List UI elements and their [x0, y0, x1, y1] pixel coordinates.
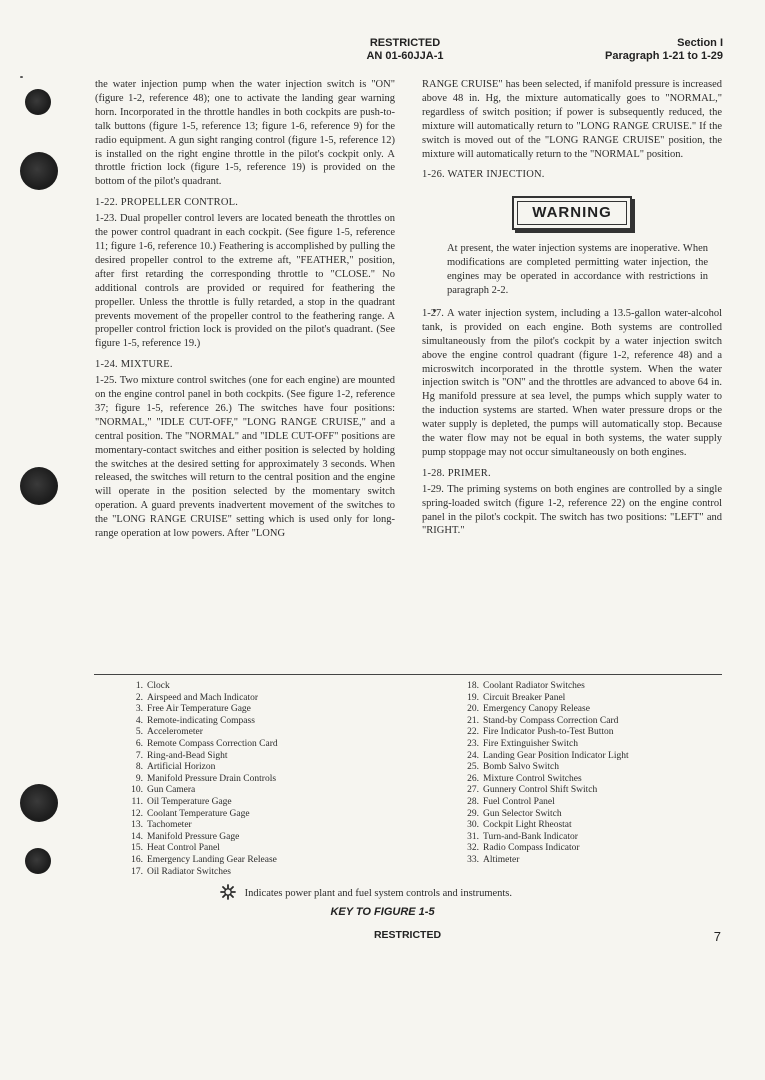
key-item-label: Oil Temperature Gage — [147, 796, 232, 807]
key-item-number: 17. — [131, 866, 143, 877]
key-item-number: 29. — [467, 808, 479, 819]
primer-paragraph: 1-29. The priming systems on both engines are controlled by a single spring-loaded switch (figure 1-2, reference 22) on the engine control panel in the pilot's cockpit. The switch has two positions: "LEFT" and "RIGHT." — [422, 483, 722, 537]
key-item-number: 5. — [135, 727, 143, 738]
key-item-label: Gun Camera — [147, 785, 196, 796]
propeller-paragraph: 1-23. Dual propeller control levers are located beneath the throttles on the power control quadrant in each cockpit. (See figure 1-5, reference 11; figure 1-6, reference 10.) Feathering is accomplished by pulling the desired propeller control to the extreme aft, "FEATHER," position, after first retarding the corresponding throttle to "CLOSE." No additional controls are provided or required for feathering the propeller. Unless the throttle is fully retarded, a stop in the quadrant prevents movement of the propeller control to the feathering range. A propeller control friction lock is provided on the pilot's quadrant. (See figure 1-5, reference 19.) — [95, 213, 395, 350]
key-item — [121, 797, 278, 809]
key-item-label: Bomb Salvo Switch — [483, 762, 560, 773]
key-item-number: 19. — [467, 692, 479, 703]
key-item — [121, 867, 278, 879]
left-text-column — [95, 78, 395, 541]
key-item — [457, 820, 629, 832]
key-item-label: Artificial Horizon — [147, 762, 216, 773]
key-item-number: 28. — [467, 796, 479, 807]
key-item — [457, 727, 629, 739]
key-item-number: 18. — [467, 681, 479, 691]
key-item — [121, 751, 278, 763]
key-item — [121, 727, 278, 739]
key-item-label: Manifold Pressure Gage — [147, 831, 240, 842]
key-item-label: Stand-by Compass Correction Card — [483, 715, 619, 726]
key-item-label: Coolant Radiator Switches — [483, 681, 585, 691]
propeller-heading: 1-22. PROPELLER CONTROL. — [95, 197, 239, 209]
right-text-column — [422, 78, 722, 538]
key-item-label: Coolant Temperature Gage — [147, 808, 250, 819]
key-item — [457, 751, 629, 763]
key-item-number: 23. — [467, 738, 479, 749]
key-item-label: Free Air Temperature Gage — [147, 704, 251, 715]
key-item-number: 14. — [131, 831, 143, 842]
key-item-label: Emergency Canopy Release — [483, 704, 590, 715]
mixture-paragraph: 1-25. Two mixture control switches (one for each engine) are mounted on the engine control panel in both cockpits. (See figure 1-2, reference 37; figure 1-5, reference 26.) The switches have four positions: "NORMAL," "IDLE CUT-OFF," "LONG RANGE CRUISE," and a central position. The "NORMAL" and "IDLE CUT-OFF" positions are momentary-contact switches and either position is selected by holding the switches at the desired setting for approximately 3 seconds. When released, the switches will return to the central position and the engine will operate in the position selected by the momentary switch operation. A guard prevents inadvertent movement of the switches to the "LONG RANGE CRUISE" setting which is used only for long-range operation at low powers. After "LONG — [95, 375, 395, 540]
key-item — [121, 855, 278, 867]
key-item-number: 26. — [467, 773, 479, 784]
key-item — [457, 762, 629, 774]
key-item-label: Accelerometer — [147, 727, 203, 738]
section-divider — [94, 674, 722, 675]
key-item-label: Emergency Landing Gear Release — [147, 854, 277, 865]
key-item-label: Radio Compass Indicator — [483, 843, 580, 854]
key-item-number: 13. — [131, 820, 143, 831]
warning-text: At present, the water injection systems are inoperative. When modifications are completed permitting water injection, the engines may be operated in accordance with restrictions in paragraph 2-2. — [447, 243, 708, 296]
legend-text: Indicates power plant and fuel system controls and instruments. — [244, 888, 513, 899]
header-classification: RESTRICTED — [369, 37, 441, 49]
page-header-center — [340, 37, 470, 63]
key-item-number: 3. — [135, 704, 143, 715]
binder-hole — [20, 784, 58, 822]
key-item-label: Tachometer — [147, 820, 192, 831]
key-item-number: 9. — [135, 773, 143, 784]
key-item-label: Oil Radiator Switches — [147, 866, 231, 877]
key-item-number: 31. — [467, 831, 479, 842]
intro-paragraph: the water injection pump when the water injection switch is "ON" (figure 1-2, reference 48); one to activate the landing gear warning horn. Incorporated in the throttle handles in both cockpits are push-to-talk buttons (figure 1-5, reference 13; figure 1-6, reference 9) for the radio equipment. A gun sight ranging control (figure 1-5, reference 12) is installed on the right engine throttle in the pilot's cockpit only. A throttle friction lock (figure 1-5, reference 19) is provided on the bottom of the pilot's quadrant. — [95, 79, 395, 188]
key-item-label: Gun Selector Switch — [483, 808, 562, 819]
page-header-right — [605, 37, 723, 63]
key-item-number: 22. — [467, 727, 479, 738]
warning-label: WARNING — [517, 201, 627, 225]
key-item-number: 32. — [467, 843, 479, 854]
power-plant-symbol-icon — [220, 884, 236, 905]
key-item — [457, 681, 629, 693]
water-injection-paragraph: 1-27. A water injection system, including a 13.5-gallon water-alcohol tank, is provided on each engine. Both systems are controlled simultaneously from the pilot's cockpit by a water injection switch above the engine control quadrant (figure 1-2, reference 48) and a microswitch incorporated in the throttle system. When the water injection switch is "ON" and the throttles are advanced to above 64 in. Hg manifold pressure at sea level, the pumps which supply water to the induction systems are started. When water pressure drops or the water supply is depleted, the pumps will automatically stop. Because the water flow may not be equal in both systems, the water supply pump stoppage may not occur simultaneously on both engines. — [422, 307, 722, 458]
mixture-continued-paragraph: RANGE CRUISE" has been selected, if manifold pressure is increased above 48 in. Hg, the mixture automatically goes to "NORMAL," regardless of switch position; if power is subsequently reduced, the mixture will automatically return to "LONG RANGE CRUISE." If the switch is moved out of the "LONG RANGE CRUISE" position, the mixture will automatically return to the "NORMAL" position. — [422, 79, 722, 160]
primer-heading: 1-28. PRIMER. — [422, 467, 491, 479]
key-item — [121, 739, 278, 751]
key-item — [121, 704, 278, 716]
key-item — [457, 797, 629, 809]
key-item-label: Remote Compass Correction Card — [147, 738, 278, 749]
key-item-label: Airspeed and Mach Indicator — [147, 692, 259, 703]
key-item — [457, 855, 629, 867]
key-item — [121, 832, 278, 844]
key-item-number: 8. — [135, 762, 143, 773]
key-item-label: Manifold Pressure Drain Controls — [147, 773, 277, 784]
key-item-number: 20. — [467, 704, 479, 715]
binder-hole — [20, 467, 58, 505]
key-item — [121, 843, 278, 855]
key-item — [457, 774, 629, 786]
water-injection-heading: 1-26. WATER INJECTION. — [422, 169, 545, 181]
warning-box-wrap — [422, 196, 722, 230]
key-item-number: 6. — [135, 738, 143, 749]
key-item-label: Turn-and-Bank Indicator — [483, 831, 578, 842]
key-item-label: Mixture Control Switches — [483, 773, 582, 784]
key-item-number: 11. — [131, 796, 143, 807]
key-item-label: Remote-indicating Compass — [147, 715, 255, 726]
key-item — [457, 809, 629, 821]
mixture-heading: 1-24. MIXTURE. — [95, 359, 173, 371]
key-item-number: 4. — [135, 715, 143, 726]
key-item — [457, 704, 629, 716]
key-item — [121, 681, 278, 693]
key-item — [121, 693, 278, 705]
figure-key-list-right — [457, 681, 629, 867]
key-item — [121, 820, 278, 832]
warning-box — [512, 196, 632, 230]
header-doc-number: AN 01-60JJA-1 — [366, 50, 444, 62]
key-item — [457, 843, 629, 855]
binder-hole — [25, 848, 51, 874]
key-item-number: 27. — [467, 785, 479, 796]
key-item — [121, 762, 278, 774]
key-item — [121, 809, 278, 821]
key-item-number: 16. — [131, 854, 143, 865]
legend — [220, 884, 512, 905]
header-paragraph-range: Paragraph 1-21 to 1-29 — [605, 50, 723, 62]
key-item-number: 33. — [467, 854, 479, 865]
key-item-number: 15. — [131, 843, 143, 854]
key-item — [457, 785, 629, 797]
key-item-label: Circuit Breaker Panel — [483, 692, 566, 703]
key-item-label: Clock — [147, 681, 170, 691]
key-item-number: 24. — [467, 750, 479, 761]
key-item-number: 10. — [131, 785, 143, 796]
key-item — [121, 774, 278, 786]
binder-hole — [20, 152, 58, 190]
header-section: Section I — [677, 37, 723, 49]
key-item-label: Altimeter — [483, 854, 520, 865]
key-item — [121, 716, 278, 728]
figure-caption: KEY TO FIGURE 1-5 — [330, 906, 435, 918]
key-item-label: Cockpit Light Rheostat — [483, 820, 572, 831]
key-item-number: 7. — [135, 750, 143, 761]
paper-speck — [20, 76, 23, 78]
key-item-label: Ring-and-Bead Sight — [147, 750, 228, 761]
key-item — [457, 716, 629, 728]
binder-hole — [25, 89, 51, 115]
key-item-number: 2. — [135, 692, 143, 703]
key-item — [457, 693, 629, 705]
key-item — [457, 739, 629, 751]
key-item-label: Fire Indicator Push-to-Test Button — [483, 727, 614, 738]
key-item-number: 21. — [467, 715, 479, 726]
key-item-number: 12. — [131, 808, 143, 819]
key-item-number: 30. — [467, 820, 479, 831]
key-item — [457, 832, 629, 844]
key-item — [121, 785, 278, 797]
key-item-label: Gunnery Control Shift Switch — [483, 785, 598, 796]
footer-classification: RESTRICTED — [373, 929, 442, 941]
page-number: 7 — [713, 929, 721, 944]
key-item-number: 1. — [135, 681, 143, 691]
key-item-number: 25. — [467, 762, 479, 773]
key-item-label: Heat Control Panel — [147, 843, 220, 854]
key-item-label: Fuel Control Panel — [483, 796, 555, 807]
key-item-label: Fire Extinguisher Switch — [483, 738, 578, 749]
figure-key-list-left — [121, 681, 278, 878]
key-item-label: Landing Gear Position Indicator Light — [483, 750, 629, 761]
